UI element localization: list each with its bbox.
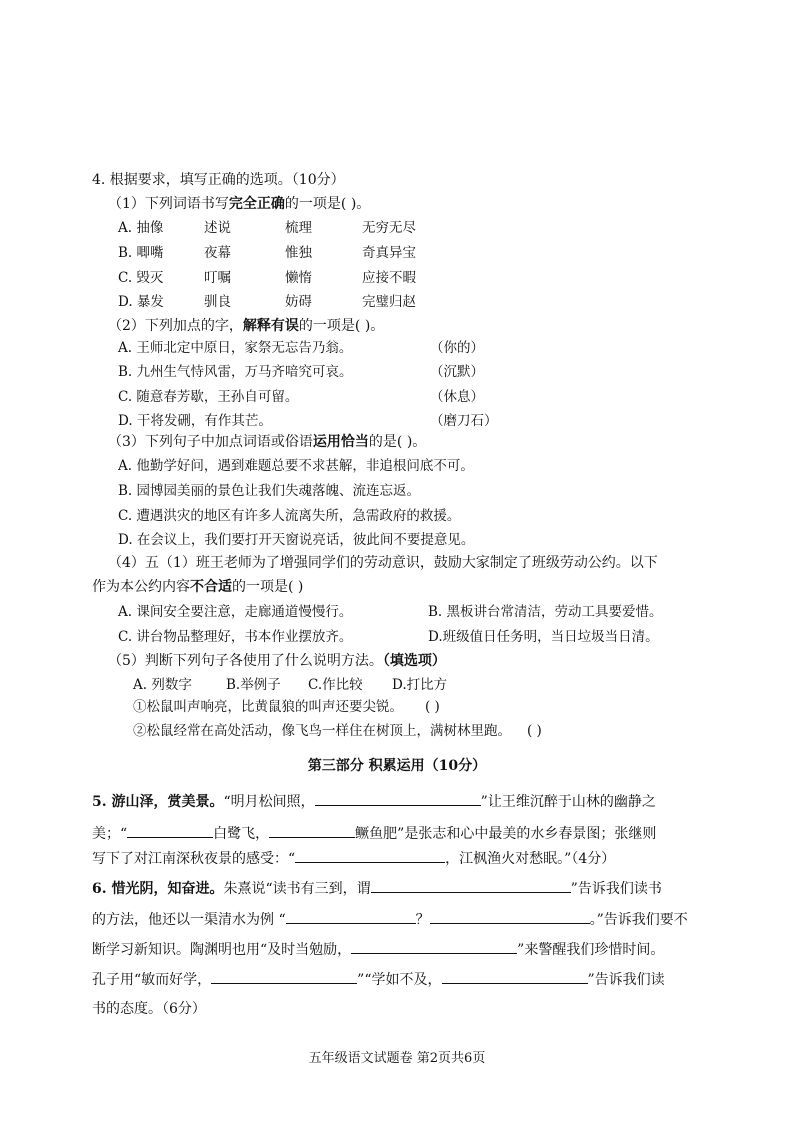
q4-1-option-b-word-2: 夜幕 (204, 245, 231, 261)
q4-3-option-b: B. 园博园美丽的景色让我们失魂落魄、流连忘返。 (118, 483, 421, 499)
q6-line1: 6. 惜光阴，知奋进。朱熹说“读书有三到，谓 ”告诉我们读书 (92, 878, 662, 899)
q5-blank-1[interactable] (315, 791, 481, 806)
q4-1-option-d-word-3: 妨碍 (285, 294, 312, 310)
page-footer: 五年级语文试题卷 第2页共6页 (308, 1051, 486, 1066)
q4-1-option-d-word-1: D. 暴发 (118, 294, 164, 310)
q4-1-option-c-word-4: 应接不暇 (362, 270, 416, 286)
q4-2-option-d: D. 干将发硎，有作其芒。 (118, 413, 272, 429)
q4-4-option-b: B. 黑板讲台常清洁，劳动工具要爱惜。 (428, 604, 663, 620)
q4-2-option-c-note: （休息） (430, 389, 484, 405)
q4-4-option-a: A. 课间安全要注意，走廊通道慢慢行。 (118, 604, 353, 620)
q4-3-stem: （3）下列句子中加点词语或俗语运用恰当的是( )。 (108, 434, 427, 450)
q4-4-stem-line2: 作为本公约内容不合适的一项是( ) (92, 579, 304, 595)
answer-paren-1[interactable]: ( ) (425, 699, 440, 715)
q4-1-option-d-word-4: 完璧归赵 (362, 294, 416, 310)
q4-3-option-d: D. 在会议上，我们要打开天窗说亮话，彼此间不要提意见。 (118, 532, 475, 548)
q6-blank-4[interactable] (351, 939, 517, 954)
q4-1-option-c-word-2: 叮嘱 (204, 270, 231, 286)
q6-line2: 的方法，他还以一渠清水为例 “ ？ 。”告诉我们要不 (92, 909, 688, 930)
q4-5-sentence-1: ①松鼠叫声响亮，比黄鼠狼的叫声还要尖锐。 ( ) (133, 699, 440, 715)
q4-5-stem: （5）判断下列句子各使用了什么说明方法。（填选项） (108, 653, 446, 669)
q4-2-option-c: C. 随意春芳歇，王孙自可留。 (118, 389, 299, 405)
q6-line4: 孔子用“敏而好学， ”“学如不及， ”告诉我们读 (92, 969, 665, 990)
q4-1-option-a-word-4: 无穷无尽 (362, 220, 416, 236)
q5-line1: 5. 游山泽，赏美景。“明月松间照， ”让王维沉醉于山林的幽静之 (92, 791, 656, 812)
q4-1-stem: （1）下列词语书写完全正确的一项是( )。 (108, 196, 371, 212)
q4-title: 4. 根据要求，填写正确的选项。（10分） (92, 172, 345, 188)
q4-4-option-d: D.班级值日任务明，当日垃圾当日清。 (428, 629, 659, 645)
q4-5-option-c: C.作比较 (308, 677, 363, 693)
q4-2-option-a-note: （你的） (430, 340, 484, 356)
q4-2-option-d-note: （磨刀石） (430, 413, 498, 429)
q4-1-option-a-word-1: A. 抽像 (118, 220, 164, 236)
q6-blank-6[interactable] (442, 969, 588, 984)
q6-blank-2[interactable] (286, 909, 416, 924)
q5-line3: 写下了对江南深秋夜景的感受：“ ，江枫渔火对愁眠。”（4分） (92, 848, 615, 869)
q5-blank-3[interactable] (269, 823, 355, 838)
q4-1-option-b-word-1: B. 唧嘴 (118, 245, 164, 261)
q4-2-option-b: B. 九州生气恃风雷，万马齐喑究可哀。 (118, 364, 353, 380)
q4-2-stem: （2）下列加点的字，解释有误的一项是( )。 (108, 318, 385, 334)
q4-5-option-b: B.举例子 (226, 677, 281, 693)
q5-blank-4[interactable] (295, 848, 445, 863)
q4-1-option-c-word-3: 懒惰 (285, 270, 312, 286)
q4-3-option-a: A. 他勤学好问，遇到难题总要不求甚解，非追根问底不可。 (118, 458, 474, 474)
q6-blank-3[interactable] (430, 909, 590, 924)
q4-4-option-c: C. 讲台物品整理好，书本作业摆放齐。 (118, 629, 353, 645)
q4-1-option-b-word-3: 惟独 (285, 245, 312, 261)
section3-title: 第三部分 积累运用（10分） (307, 758, 487, 774)
q5-line2: 美；“ 白鹭飞， 鳜鱼肥”是张志和心中最美的水乡春景图；张继则 (92, 823, 656, 844)
answer-paren-2[interactable]: ( ) (527, 723, 542, 739)
q4-5-option-a: A. 列数字 (133, 677, 192, 693)
q4-5-option-d: D.打比方 (392, 677, 448, 693)
q6-line3: 断学习新知识。陶渊明也用“及时当勉励， ”来警醒我们珍惜时间。 (92, 939, 664, 960)
q4-1-option-b-word-4: 奇真异宝 (362, 245, 416, 261)
q6-blank-5[interactable] (211, 969, 357, 984)
q4-4-stem-line1: （4）五（1）班王老师为了增强同学们的劳动意识，鼓励大家制定了班级劳动公约。以下 (108, 555, 658, 571)
q4-1-option-c-word-1: C. 毁灭 (118, 270, 164, 286)
q4-1-option-d-word-2: 驯良 (204, 294, 231, 310)
q4-2-option-a: A. 王师北定中原日，家祭无忘告乃翁。 (118, 340, 353, 356)
q4-1-option-a-word-3: 梳理 (285, 220, 312, 236)
q4-1-option-a-word-2: 述说 (204, 220, 231, 236)
q4-2-option-b-note: （沉默） (430, 364, 484, 380)
q4-3-option-c: C. 遭遇洪灾的地区有许多人流离失所，急需政府的救援。 (118, 508, 461, 524)
q6-blank-1[interactable] (371, 878, 571, 893)
q6-line5: 书的态度。（6分） (92, 1001, 206, 1017)
q4-5-sentence-2: ②松鼠经常在高处活动，像飞鸟一样住在树顶上，满树林里跑。 ( ) (133, 723, 542, 739)
q5-blank-2[interactable] (127, 823, 213, 838)
